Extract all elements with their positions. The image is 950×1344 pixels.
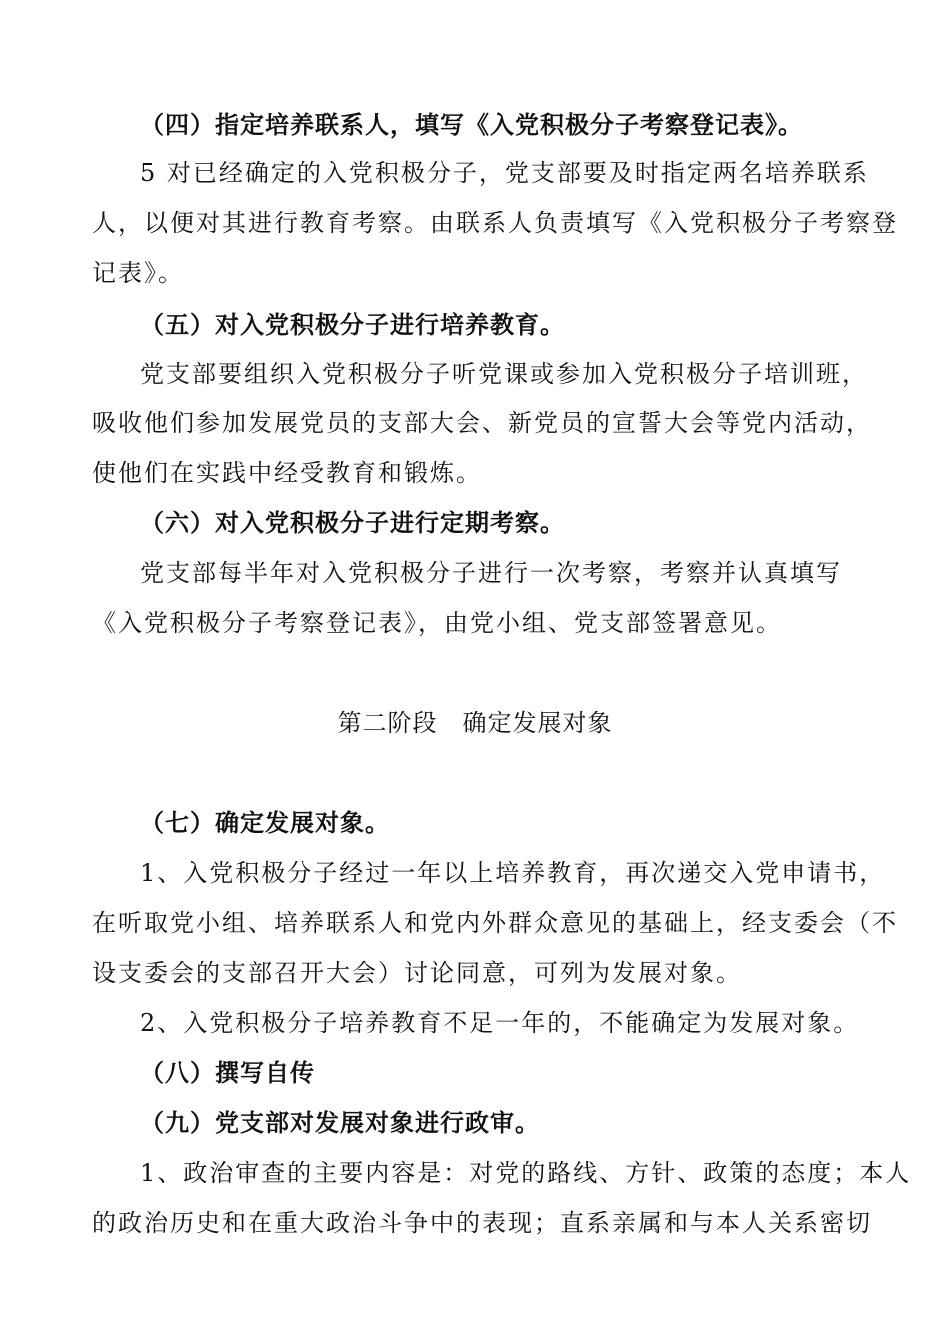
section-heading-4: （四）指定培养联系人，填写《入党积极分子考察登记表》。	[140, 111, 803, 139]
section-heading-5: （五）对入党积极分子进行培养教育。	[140, 311, 565, 339]
paragraph-line: 5 对已经确定的入党积极分子，党支部要及时指定两名培养联系	[140, 159, 869, 187]
paragraph-line: 1、政治审查的主要内容是：对党的路线、方针、政策的态度；本人	[140, 1159, 912, 1187]
section-heading-6: （六）对入党积极分子进行定期考察。	[140, 509, 565, 537]
paragraph-line: 在听取党小组、培养联系人和党内外群众意见的基础上，经支委会（不	[92, 909, 898, 937]
paragraph-line: 记表》。	[92, 259, 184, 287]
paragraph-line: 党支部每半年对入党积极分子进行一次考察，考察并认真填写	[140, 559, 842, 587]
stage-title: 第二阶段 确定发展对象	[337, 709, 613, 737]
paragraph-line: 《入党积极分子考察登记表》，由党小组、党支部签署意见。	[92, 609, 782, 637]
section-heading-8: （八）撰写自传	[140, 1059, 315, 1087]
paragraph-line: 党支部要组织入党积极分子听党课或参加入党积极分子培训班，	[140, 360, 868, 388]
paragraph-line: 的政治历史和在重大政治斗争中的表现；直系亲属和与本人关系密切	[92, 1209, 872, 1237]
section-heading-9: （九）党支部对发展对象进行政审。	[140, 1109, 540, 1137]
paragraph-line: 1、入党积极分子经过一年以上培养教育，再次递交入党申请书，	[140, 859, 886, 887]
paragraph-line: 设支委会的支部召开大会）讨论同意，可列为发展对象。	[92, 959, 742, 987]
paragraph-line: 2、入党积极分子培养教育不足一年的，不能确定为发展对象。	[140, 1009, 860, 1037]
paragraph-line: 吸收他们参加发展党员的支部大会、新党员的宣誓大会等党内活动，	[92, 409, 872, 437]
paragraph-line: 使他们在实践中经受教育和锻炼。	[92, 459, 482, 487]
section-heading-7: （七）确定发展对象。	[140, 809, 390, 837]
paragraph-line: 人，以便对其进行教育考察。由联系人负责填写《入党积极分子考察登	[92, 209, 898, 237]
